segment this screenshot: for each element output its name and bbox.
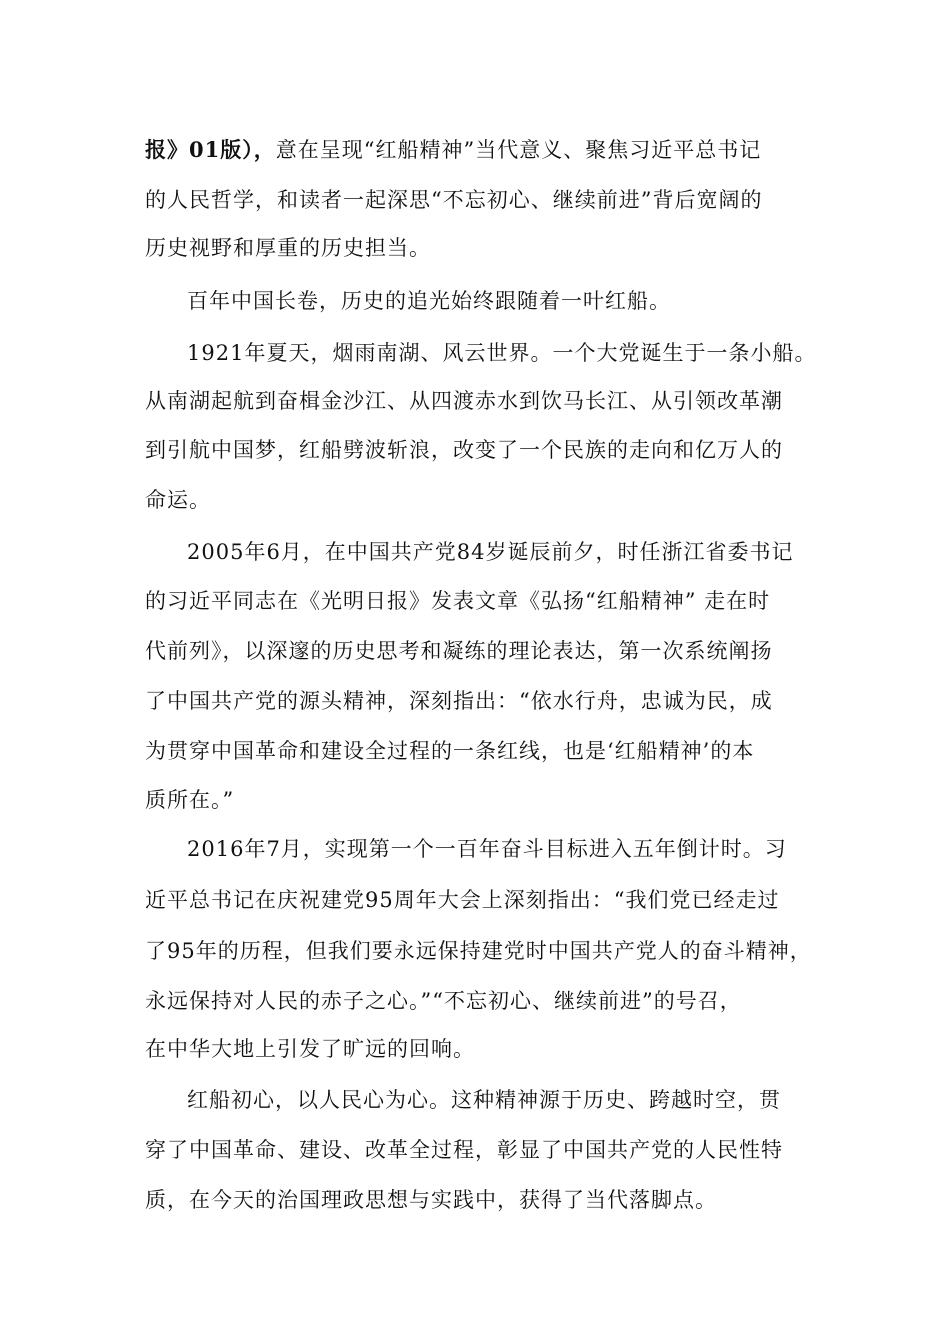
text-line-14: 质所在。” [145, 788, 235, 812]
text-line-8: 命运。 [145, 488, 211, 512]
text-line-21: 穿了中国革命、建设、改革全过程，彰显了中国共产党的人民性特 [145, 1138, 783, 1162]
text-line-11: 代前列》，以深邃的历史思考和凝练的理论表达，第一次系统阐扬 [145, 639, 773, 663]
text-line-5: 1921年夏天，烟雨南湖、风云世界。一个大党诞生于一条小船。 [187, 341, 817, 365]
text-line-3: 历史视野和厚重的历史担当。 [145, 236, 431, 260]
text-line-6: 从南湖起航到奋楫金沙江、从四渡赤水到饮马长江、从引领改革潮 [145, 389, 783, 413]
text-line-13: 为贯穿中国革命和建设全过程的一条红线，也是‘红船精神’的本 [145, 739, 755, 763]
text-line-15: 2016年7月，实现第一个一百年奋斗目标进入五年倒计时。习 [187, 837, 787, 861]
text-line-1 [145, 135, 761, 165]
text-line-9: 2005年6月，在中国共产党84岁诞辰前夕，时任浙江省委书记 [187, 540, 794, 564]
text-line-7: 到引航中国梦，红船劈波斩浪，改变了一个民族的走向和亿万人的 [145, 438, 783, 462]
text-line-18: 永远保持对人民的赤子之心。”“不忘初心、继续前进”的号召， [145, 989, 742, 1013]
text-line-19: 在中华大地上引发了旷远的回响。 [145, 1037, 475, 1061]
text-line-1-lead: 报》01版）， [145, 137, 276, 162]
text-line-20: 红船初心，以人民心为心。这种精神源于历史、跨越时空，贯 [187, 1088, 781, 1112]
text-line-2: 的人民哲学，和读者一起深思“不忘初心、继续前进”背后宽阔的 [145, 188, 763, 212]
text-line-17: 了95年的历程，但我们要永远保持建党时中国共产党人的奋斗精神， [145, 939, 812, 963]
text-line-10: 的习近平同志在《光明日报》发表文章《弘扬“红船精神” 走在时 [145, 589, 771, 613]
text-line-12: 了中国共产党的源头精神，深刻指出：“依水行舟，忠诚为民，成 [145, 689, 773, 713]
text-line-4: 百年中国长卷，历史的追光始终跟随着一叶红船。 [187, 289, 671, 313]
text-line-16: 近平总书记在庆祝建党95周年大会上深刻指出：“我们党已经走过 [145, 888, 780, 912]
text-line-1-rest: 意在呈现“红船精神”当代意义、聚焦习近平总书记 [275, 138, 762, 162]
text-line-22: 质，在今天的治国理政思想与实践中，获得了当代落脚点。 [145, 1188, 717, 1212]
